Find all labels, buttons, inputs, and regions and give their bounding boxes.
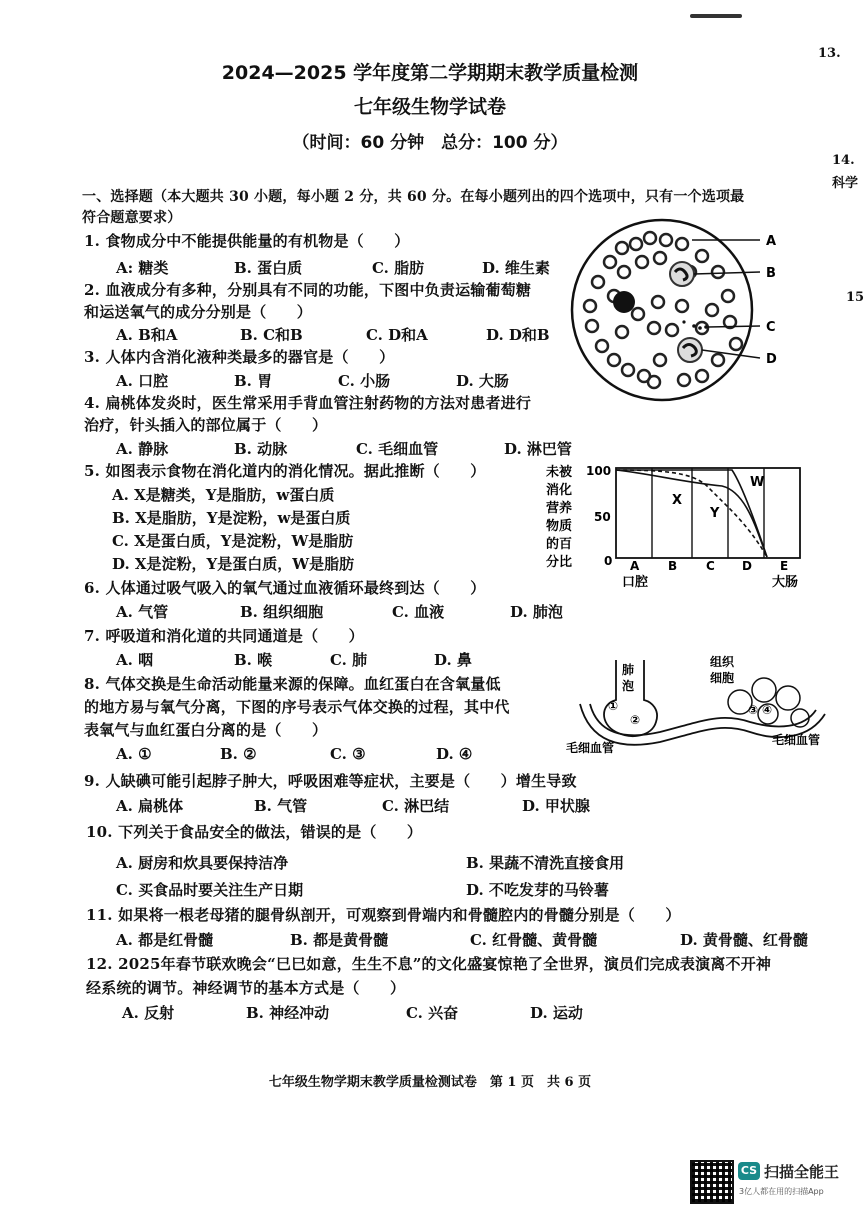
q8-option-c: C. ③ xyxy=(330,745,366,763)
white-blood-cell-d xyxy=(678,338,702,362)
q4-option-a: A. 静脉 xyxy=(116,440,169,458)
edge-question-14: 14. xyxy=(832,153,855,168)
q11-option-c: C. 红骨髓、黄骨髓 xyxy=(470,931,598,949)
q10-option-b: B. 果蔬不清洗直接食用 xyxy=(466,854,625,872)
q8-option-b: B. ② xyxy=(220,745,257,763)
white-blood-cell-b xyxy=(670,262,694,286)
q9-option-c: C. 淋巴结 xyxy=(382,797,450,815)
gas-num-1: ① xyxy=(608,699,619,713)
page-footer: 七年级生物学期末教学质量检测试卷 第 1 页 共 6 页 xyxy=(268,1075,592,1090)
q9-option-a: A. 扁桃体 xyxy=(116,797,184,815)
blood-label-c: C xyxy=(766,320,776,335)
q4-option-d: D. 淋巴管 xyxy=(504,440,572,458)
question-4-line2: 治疗，针头插入的部位属于（ ） xyxy=(84,416,328,434)
gas-num-3: ③ xyxy=(748,703,759,717)
q1-option-b: B. 蛋白质 xyxy=(234,259,303,277)
svg-text:未被: 未被 xyxy=(546,465,573,480)
alveolus-label-1: 肺 xyxy=(622,663,635,677)
digestion-xtick-a: A xyxy=(630,559,640,573)
q6-option-c: C. 血液 xyxy=(392,603,445,621)
q2-option-c: C. D和A xyxy=(366,326,428,344)
q12-option-c: C. 兴奋 xyxy=(406,1004,459,1022)
scanner-tagline: 3亿人都在用的扫描App xyxy=(739,1187,824,1196)
edge-question-14-text: 科学 xyxy=(832,176,859,191)
q2-option-d: D. D和B xyxy=(486,326,550,344)
q9-option-b: B. 气管 xyxy=(254,797,308,815)
digestion-x-mouth: 口腔 xyxy=(622,575,649,590)
blood-smear-figure xyxy=(562,210,792,410)
q4-option-c: C. 毛细血管 xyxy=(356,440,439,458)
svg-text:分比: 分比 xyxy=(546,555,573,570)
q11-option-b: B. 都是黄骨髓 xyxy=(290,931,389,949)
qr-code xyxy=(690,1160,734,1204)
edge-question-15: 15 xyxy=(846,290,864,305)
q1-option-a: A: 糖类 xyxy=(116,259,169,277)
q4-option-b: B. 动脉 xyxy=(234,440,288,458)
scanner-app-name: 扫描全能王 xyxy=(764,1163,840,1181)
digestion-ytick-50: 50 xyxy=(594,510,611,524)
question-3: 3. 人体内含消化液种类最多的器官是（ ） xyxy=(84,348,395,366)
exam-subtitle: 七年级生物学试卷 xyxy=(353,96,506,118)
blood-label-b: B xyxy=(766,266,776,281)
q10-option-a: A. 厨房和炊具要保持洁净 xyxy=(116,854,289,872)
curve-label-x: X xyxy=(672,493,683,508)
question-4-line1: 4. 扁桃体发炎时，医生常采用手背血管注射药物的方法对患者进行 xyxy=(84,394,532,412)
q1-option-d: D. 维生素 xyxy=(482,259,550,277)
alveolus-label-2: 泡 xyxy=(622,679,635,693)
tissue-label-2: 细胞 xyxy=(710,671,735,685)
question-9: 9. 人缺碘可能引起脖子肿大，呼吸困难等症状，主要是（ ）增生导致 xyxy=(84,772,577,790)
digestion-xtick-b: B xyxy=(668,559,678,573)
question-2-line2: 和运送氧气的成分分别是（ ） xyxy=(84,303,313,321)
section-title-line1: 一、选择题（本大题共 30 小题，每小题 2 分，共 60 分。在每小题列出的四个选项中，只有一个选项最 xyxy=(82,189,745,205)
q9-option-d: D. 甲状腺 xyxy=(522,797,590,815)
question-11: 11. 如果将一根老母猪的腿骨纵剖开，可观察到骨端内和骨髓腔内的骨髓分别是（ ） xyxy=(86,906,681,924)
digestion-xtick-e: E xyxy=(780,559,789,573)
q11-option-a: A. 都是红骨髓 xyxy=(116,931,214,949)
q5-option-c: C. X是蛋白质，Y是淀粉，W是脂肪 xyxy=(112,532,354,550)
q6-option-b: B. 组织细胞 xyxy=(240,603,324,621)
q5-option-b: B. X是脂肪，Y是淀粉，w是蛋白质 xyxy=(112,509,351,527)
q6-option-a: A. 气管 xyxy=(116,603,169,621)
exam-title: 2024—2025 学年度第二学期期末教学质量检测 xyxy=(221,62,639,84)
q7-option-b: B. 喉 xyxy=(234,651,273,669)
q7-option-a: A. 咽 xyxy=(116,651,154,669)
gas-exchange-figure xyxy=(560,652,840,757)
svg-text:消化: 消化 xyxy=(546,483,573,498)
blood-label-a: A xyxy=(766,234,777,249)
q11-option-d: D. 黄骨髓、红骨髓 xyxy=(680,931,808,949)
q12-option-a: A. 反射 xyxy=(122,1004,175,1022)
scan-mark xyxy=(690,14,742,18)
q5-option-d: D. X是淀粉，Y是蛋白质，W是脂肪 xyxy=(112,555,355,573)
capillary-label-left: 毛细血管 xyxy=(566,741,615,755)
q2-option-a: A. B和A xyxy=(116,326,178,344)
question-2-line1: 2. 血液成分有多种，分别具有不同的功能，下图中负责运输葡萄糖 xyxy=(84,281,532,299)
svg-text:营养: 营养 xyxy=(546,501,573,516)
edge-question-13: 13. xyxy=(818,46,841,61)
q8-option-d: D. ④ xyxy=(436,745,473,763)
question-1: 1. 食物成分中不能提供能量的有机物是（ ） xyxy=(84,232,410,250)
svg-text:的百: 的百 xyxy=(546,537,573,552)
q12-option-b: B. 神经冲动 xyxy=(246,1004,330,1022)
svg-text:物质: 物质 xyxy=(546,519,573,534)
curve-label-y: Y xyxy=(710,506,720,521)
q10-option-c: C. 买食品时要关注生产日期 xyxy=(116,881,304,899)
digestion-x-large-intestine: 大肠 xyxy=(772,575,799,590)
blood-label-d: D xyxy=(766,352,777,367)
gas-num-2: ② xyxy=(630,713,641,727)
curve-label-w: W xyxy=(750,475,765,490)
question-5: 5. 如图表示食物在消化道内的消化情况。据此推断（ ） xyxy=(84,462,486,480)
q5-option-a: A. X是糖类，Y是脂肪，w蛋白质 xyxy=(112,486,335,504)
q3-option-b: B. 胃 xyxy=(234,372,273,390)
scanner-logo-icon: CS xyxy=(738,1162,760,1180)
question-10: 10. 下列关于食品安全的做法，错误的是（ ） xyxy=(86,823,423,841)
question-7: 7. 呼吸道和消化道的共同通道是（ ） xyxy=(84,627,364,645)
gas-num-4: ④ xyxy=(762,703,773,717)
digestion-y-label xyxy=(546,464,572,570)
q12-option-d: D. 运动 xyxy=(530,1004,583,1022)
q6-option-d: D. 肺泡 xyxy=(510,603,563,621)
question-6: 6. 人体通过吸气吸入的氧气通过血液循环最终到达（ ） xyxy=(84,579,486,597)
q1-option-c: C. 脂肪 xyxy=(372,259,425,277)
question-8-line3: 表氧气与血红蛋白分离的是（ ） xyxy=(84,721,328,739)
white-blood-cell-left xyxy=(613,291,635,313)
question-8-line2: 的地方易与氧气分离，下图的序号表示气体交换的过程，其中代 xyxy=(84,698,510,716)
question-12-line1: 12. 2025年春节联欢晚会“巳巳如意，生生不息”的文化盛宴惊艳了全世界，演员们完成表演离不开神 xyxy=(86,955,772,973)
digestion-xtick-c: C xyxy=(706,559,715,573)
q7-option-d: D. 鼻 xyxy=(434,651,472,669)
q3-option-a: A. 口腔 xyxy=(116,372,169,390)
q3-option-c: C. 小肠 xyxy=(338,372,391,390)
capillary-label-right: 毛细血管 xyxy=(772,733,821,747)
digestion-ytick-100: 100 xyxy=(586,464,612,478)
question-8-line1: 8. 气体交换是生命活动能量来源的保障。血红蛋白在含氧量低 xyxy=(84,675,501,693)
exam-time-info: （时间：60 分钟 总分：100 分） xyxy=(292,133,568,153)
question-12-line2: 经系统的调节。神经调节的基本方式是（ ） xyxy=(86,979,406,997)
q7-option-c: C. 肺 xyxy=(330,651,368,669)
q8-option-a: A. ① xyxy=(116,745,152,763)
q10-option-d: D. 不吃发芽的马铃薯 xyxy=(466,881,609,899)
tissue-label-1: 组织 xyxy=(710,655,735,669)
section-title-line2: 符合题意要求） xyxy=(82,210,182,226)
digestion-ytick-0: 0 xyxy=(604,554,613,568)
digestion-figure xyxy=(542,462,812,594)
q2-option-b: B. C和B xyxy=(240,326,303,344)
q3-option-d: D. 大肠 xyxy=(456,372,509,390)
digestion-xtick-d: D xyxy=(742,559,752,573)
